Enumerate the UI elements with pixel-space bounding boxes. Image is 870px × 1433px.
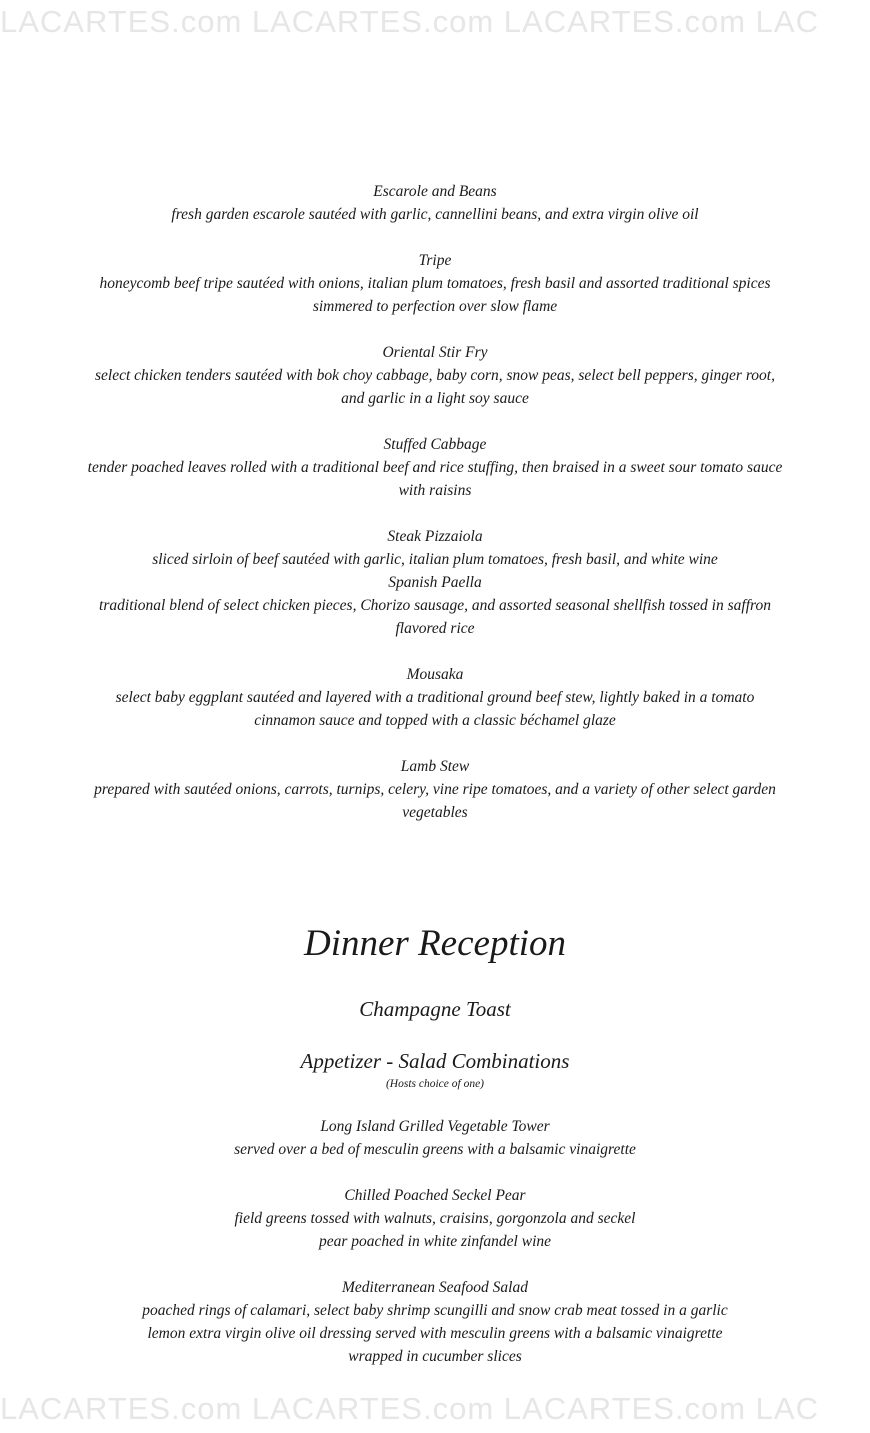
menu-item (0, 180, 870, 226)
item-description: sliced sirloin of beef sautéed with garlic, italian plum tomatoes, fresh basil, and white wine (152, 551, 718, 568)
appetizer-item (0, 1276, 870, 1368)
item-description: traditional blend of select chicken pieces, Chorizo sausage, and assorted seasonal shellfish tossed in saffron flavored rice (99, 597, 771, 637)
menu-item (0, 341, 870, 410)
item-description: poached rings of calamari, select baby shrimp scungilli and snow crab meat tossed in a garlic lemon extra virgin olive oil dressing served with mesculin greens with a balsamic vinaigrette wrapped in cucumber slices (142, 1302, 728, 1365)
menu-item (0, 571, 870, 640)
menu-item (0, 755, 870, 824)
item-description: select baby eggplant sautéed and layered with a traditional ground beef stew, lightly baked in a tomato cinnamon sauce and topped with a classic béchamel glaze (115, 689, 755, 729)
entree-list (0, 180, 870, 847)
appetizer-note: (Hosts choice of one) (385, 1078, 485, 1090)
item-name: Long Island Grilled Vegetable Tower (320, 1118, 550, 1135)
reception-section (0, 994, 870, 1391)
item-name: Stuffed Cabbage (383, 436, 487, 453)
watermark-bottom: LACARTES.com LACARTES.com LACARTES.com LAC (0, 1391, 819, 1426)
item-name: Mousaka (406, 666, 464, 683)
item-name: Chilled Poached Seckel Pear (344, 1187, 526, 1204)
item-description: fresh garden escarole sautéed with garlic, cannellini beans, and extra virgin olive oil (171, 206, 699, 223)
item-name: Escarole and Beans (373, 183, 497, 200)
item-description: field greens tossed with walnuts, craisins, gorgonzola and seckel pear poached in white zinfandel wine (234, 1210, 636, 1250)
item-description: honeycomb beef tripe sautéed with onions, italian plum tomatoes, fresh basil and assorted traditional spices simmered to perfection over slow flame (99, 275, 771, 315)
item-name: Lamb Stew (400, 758, 470, 775)
item-name: Oriental Stir Fry (382, 344, 488, 361)
appetizer-heading: Appetizer - Salad Combinations (300, 1049, 570, 1073)
item-description: select chicken tenders sautéed with bok choy cabbage, baby corn, snow peas, select bell peppers, ginger root, and garlic in a light soy sauce (95, 367, 775, 407)
appetizer-item (0, 1184, 870, 1253)
menu-item (0, 663, 870, 732)
watermark-top: LACARTES.com LACARTES.com LACARTES.com LAC (0, 4, 819, 39)
menu-item (0, 433, 870, 502)
appetizer-item (0, 1115, 870, 1161)
item-name: Mediterranean Seafood Salad (342, 1279, 528, 1296)
item-description: served over a bed of mesculin greens with a balsamic vinaigrette (234, 1141, 636, 1158)
item-name: Spanish Paella (388, 574, 482, 591)
toast-heading: Champagne Toast (359, 997, 511, 1021)
item-name: Steak Pizzaiola (387, 528, 483, 545)
item-description: tender poached leaves rolled with a traditional beef and rice stuffing, then braised in a sweet sour tomato sauce with raisins (87, 459, 783, 499)
item-name: Tripe (418, 252, 452, 269)
menu-item (0, 525, 870, 571)
menu-item (0, 249, 870, 318)
section-title: Dinner Reception (304, 923, 566, 964)
item-description: prepared with sautéed onions, carrots, turnips, celery, vine ripe tomatoes, and a variety of other select garden vegetables (94, 781, 776, 821)
